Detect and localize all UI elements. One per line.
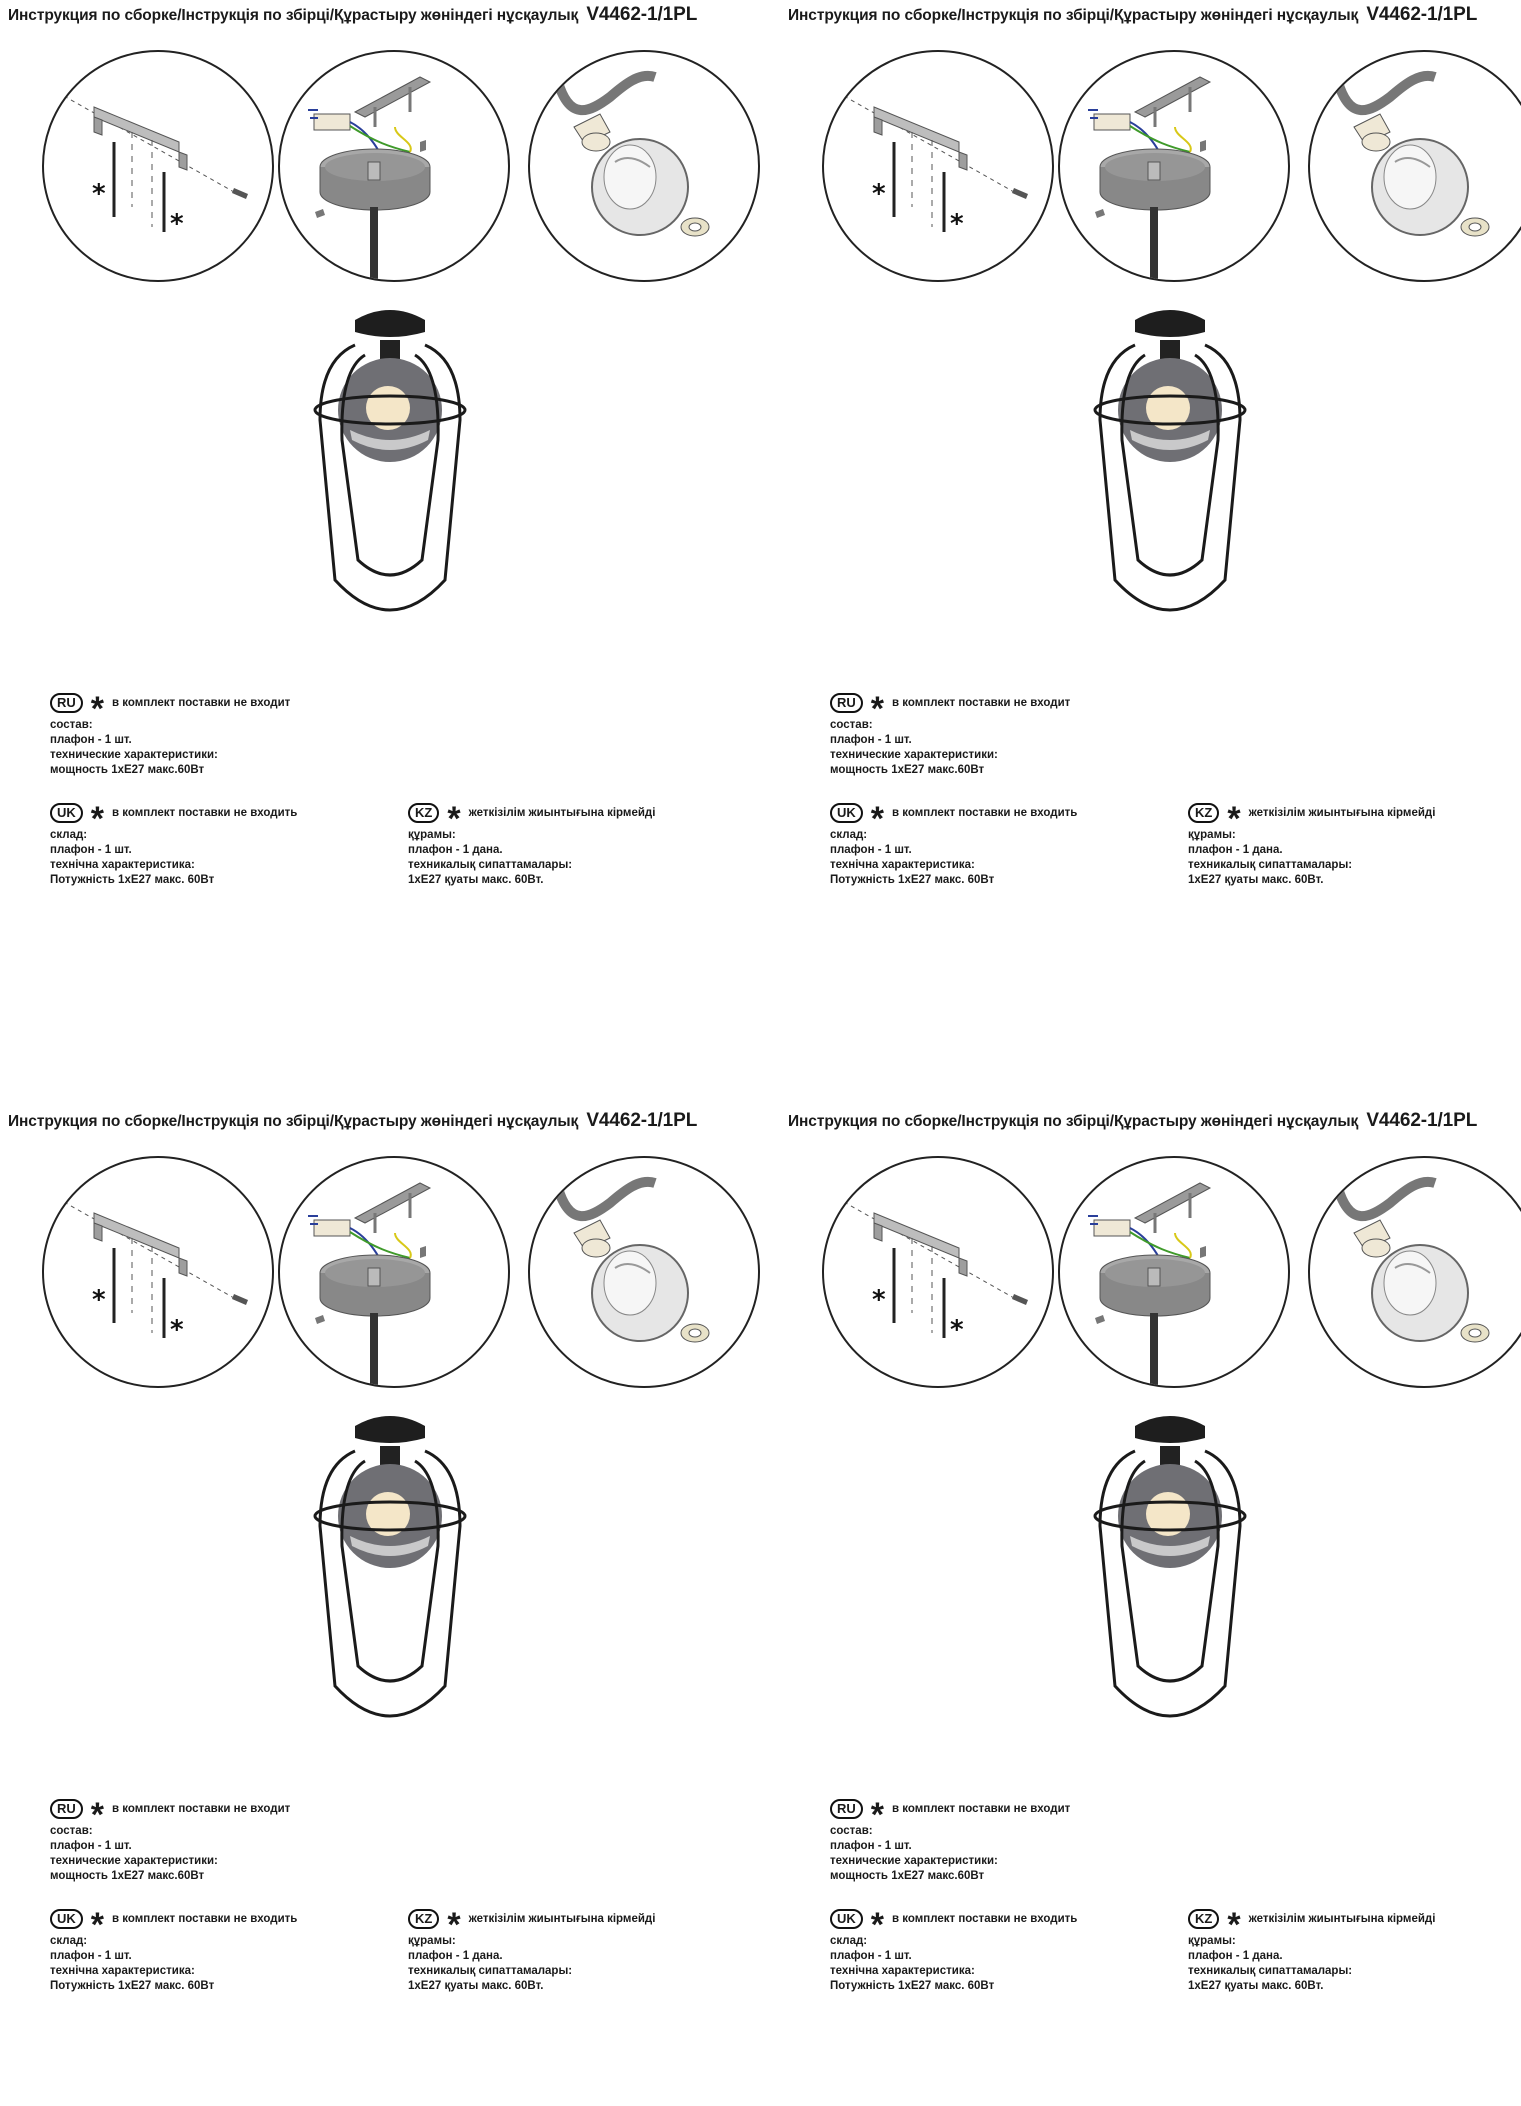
- mounting-bracket-icon: [824, 52, 1052, 280]
- ru-line: плафон - 1 шт.: [50, 734, 132, 746]
- title-text: Инструкция по сборке/Інструкція по збірці/Құрастыру жөніндегі нұсқаулық: [8, 1113, 579, 1130]
- uk-line: технічна характеристика:: [830, 859, 975, 871]
- uk-section: [830, 800, 1077, 888]
- asterisk-icon: *: [870, 1796, 885, 1834]
- step-3-shade-circle: [1308, 50, 1521, 282]
- kz-line: плафон - 1 дана.: [1188, 1950, 1283, 1962]
- model-number: V4462-1/1PL: [586, 4, 698, 25]
- kz-note: жеткізілім жиынтығына кірмейді: [468, 806, 656, 819]
- sheet-title: [788, 4, 1477, 26]
- wiring-canopy-icon: [280, 1158, 508, 1386]
- svg-text:*: *: [950, 209, 964, 239]
- ru-badge: RU: [830, 693, 863, 713]
- uk-line: плафон - 1 шт.: [50, 1950, 132, 1962]
- ru-badge: RU: [830, 1799, 863, 1819]
- title-text: Инструкция по сборке/Інструкція по збірці/Құрастыру жөніндегі нұсқаулық: [8, 7, 579, 24]
- kz-section: [408, 1906, 655, 1994]
- kz-line: құрамы:: [1188, 1935, 1236, 1947]
- ru-line: плафон - 1 шт.: [830, 1840, 912, 1852]
- kz-line: 1хЕ27 қуаты макс. 60Вт.: [1188, 874, 1324, 886]
- mounting-bracket-icon: [44, 52, 272, 280]
- asterisk-icon: *: [90, 800, 105, 838]
- svg-text:*: *: [872, 1285, 886, 1315]
- uk-section: [50, 800, 297, 888]
- product-illustration: [1080, 1406, 1260, 1736]
- uk-line: плафон - 1 шт.: [830, 1950, 912, 1962]
- ceiling-lamp-icon: [1080, 1406, 1260, 1736]
- step-2-wiring-circle: [1058, 50, 1290, 282]
- uk-badge: UK: [830, 803, 863, 823]
- ru-section: [830, 1796, 1070, 1884]
- model-number: V4462-1/1PL: [1366, 4, 1478, 25]
- asterisk-icon: *: [870, 690, 885, 728]
- ru-line: технические характеристики:: [50, 1855, 218, 1867]
- uk-note: в комплект поставки не входить: [892, 806, 1078, 819]
- kz-line: плафон - 1 дана.: [1188, 844, 1283, 856]
- instruction-sheet-bottom-left: [0, 1106, 760, 2106]
- product-illustration: [300, 1406, 480, 1736]
- ru-note: в комплект поставки не входит: [112, 1802, 291, 1815]
- ceiling-lamp-icon: [1080, 300, 1260, 630]
- ru-note: в комплект поставки не входит: [892, 696, 1071, 709]
- title-text: Инструкция по сборке/Інструкція по збірці/Құрастыру жөніндегі нұсқаулық: [788, 7, 1359, 24]
- uk-line: технічна характеристика:: [50, 1965, 195, 1977]
- kz-line: техникалық сипаттамалары:: [408, 859, 573, 871]
- step-1-bracket-circle: [822, 50, 1054, 282]
- title-text: Инструкция по сборке/Інструкція по збірці/Құрастыру жөніндегі нұсқаулық: [788, 1113, 1359, 1130]
- kz-line: плафон - 1 дана.: [408, 844, 503, 856]
- uk-line: плафон - 1 шт.: [50, 844, 132, 856]
- ceiling-lamp-icon: [300, 300, 480, 630]
- product-illustration: [1080, 300, 1260, 630]
- kz-line: құрамы:: [408, 1935, 456, 1947]
- uk-badge: UK: [830, 1909, 863, 1929]
- kz-line: құрамы:: [408, 829, 456, 841]
- model-number: V4462-1/1PL: [1366, 1110, 1478, 1131]
- kz-line: құрамы:: [1188, 829, 1236, 841]
- ru-note: в комплект поставки не входит: [892, 1802, 1071, 1815]
- sheet-title: [788, 1110, 1477, 1132]
- ru-badge: RU: [50, 1799, 83, 1819]
- uk-line: склад:: [50, 1935, 88, 1947]
- sheet-title: [8, 4, 697, 26]
- kz-line: техникалық сипаттамалары:: [1188, 859, 1353, 871]
- uk-line: Потужність 1хЕ27 макс. 60Вт: [830, 874, 995, 886]
- step-1-bracket-circle: [42, 1156, 274, 1388]
- ru-line: состав:: [830, 719, 873, 731]
- ru-line: технические характеристики:: [830, 1855, 998, 1867]
- uk-note: в комплект поставки не входить: [112, 1912, 298, 1925]
- kz-section: [1188, 1906, 1435, 1994]
- wiring-canopy-icon: [1060, 52, 1288, 280]
- glass-shade-icon: [1310, 1158, 1521, 1386]
- uk-line: Потужність 1хЕ27 макс. 60Вт: [50, 1980, 215, 1992]
- kz-badge: KZ: [408, 803, 439, 823]
- kz-note: жеткізілім жиынтығына кірмейді: [468, 1912, 656, 1925]
- svg-text:*: *: [170, 1315, 184, 1345]
- glass-shade-icon: [530, 1158, 758, 1386]
- kz-badge: KZ: [408, 1909, 439, 1929]
- kz-section: [408, 800, 655, 888]
- step-2-wiring-circle: [278, 1156, 510, 1388]
- ru-section: [50, 1796, 290, 1884]
- step-3-shade-circle: [528, 1156, 760, 1388]
- uk-badge: UK: [50, 803, 83, 823]
- wiring-canopy-icon: [1060, 1158, 1288, 1386]
- ru-note: в комплект поставки не входит: [112, 696, 291, 709]
- svg-text:*: *: [92, 179, 106, 209]
- uk-line: склад:: [50, 829, 88, 841]
- sheet-title: [8, 1110, 697, 1132]
- uk-section: [830, 1906, 1077, 1994]
- ru-line: состав:: [830, 1825, 873, 1837]
- ru-line: мощность 1хЕ27 макс.60Вт: [50, 1870, 205, 1882]
- asterisk-icon: *: [447, 1906, 461, 1944]
- ru-line: состав:: [50, 1825, 93, 1837]
- uk-section: [50, 1906, 297, 1994]
- wiring-canopy-icon: [280, 52, 508, 280]
- kz-line: техникалық сипаттамалары:: [1188, 1965, 1353, 1977]
- kz-note: жеткізілім жиынтығына кірмейді: [1248, 806, 1436, 819]
- asterisk-icon: *: [870, 1906, 885, 1944]
- glass-shade-icon: [530, 52, 758, 280]
- ru-line: технические характеристики:: [50, 749, 218, 761]
- svg-text:*: *: [92, 1285, 106, 1315]
- ru-line: мощность 1хЕ27 макс.60Вт: [830, 764, 985, 776]
- svg-text:*: *: [950, 1315, 964, 1345]
- kz-line: техникалық сипаттамалары:: [408, 1965, 573, 1977]
- kz-line: плафон - 1 дана.: [408, 1950, 503, 1962]
- kz-badge: KZ: [1188, 803, 1219, 823]
- asterisk-icon: *: [1227, 800, 1241, 838]
- kz-badge: KZ: [1188, 1909, 1219, 1929]
- asterisk-icon: *: [90, 1906, 105, 1944]
- uk-line: склад:: [830, 1935, 868, 1947]
- ru-section: [830, 690, 1070, 778]
- glass-shade-icon: [1310, 52, 1521, 280]
- model-number: V4462-1/1PL: [586, 1110, 698, 1131]
- step-3-shade-circle: [1308, 1156, 1521, 1388]
- ceiling-lamp-icon: [300, 1406, 480, 1736]
- step-1-bracket-circle: [42, 50, 274, 282]
- step-2-wiring-circle: [278, 50, 510, 282]
- uk-badge: UK: [50, 1909, 83, 1929]
- ru-badge: RU: [50, 693, 83, 713]
- kz-line: 1хЕ27 қуаты макс. 60Вт.: [408, 874, 544, 886]
- svg-text:*: *: [872, 179, 886, 209]
- instruction-sheet-top-right: [780, 0, 1521, 1000]
- uk-note: в комплект поставки не входить: [892, 1912, 1078, 1925]
- step-2-wiring-circle: [1058, 1156, 1290, 1388]
- step-3-shade-circle: [528, 50, 760, 282]
- svg-text:*: *: [170, 209, 184, 239]
- step-1-bracket-circle: [822, 1156, 1054, 1388]
- uk-line: склад:: [830, 829, 868, 841]
- asterisk-icon: *: [90, 690, 105, 728]
- ru-line: технические характеристики:: [830, 749, 998, 761]
- ru-line: состав:: [50, 719, 93, 731]
- instruction-sheet-bottom-right: [780, 1106, 1521, 2106]
- asterisk-icon: *: [447, 800, 461, 838]
- uk-line: технічна характеристика:: [830, 1965, 975, 1977]
- kz-line: 1хЕ27 қуаты макс. 60Вт.: [1188, 1980, 1324, 1992]
- instruction-sheet-top-left: [0, 0, 760, 1000]
- uk-line: технічна характеристика:: [50, 859, 195, 871]
- ru-line: мощность 1хЕ27 макс.60Вт: [50, 764, 205, 776]
- ru-line: плафон - 1 шт.: [50, 1840, 132, 1852]
- ru-line: мощность 1хЕ27 макс.60Вт: [830, 1870, 985, 1882]
- product-illustration: [300, 300, 480, 630]
- mounting-bracket-icon: [44, 1158, 272, 1386]
- asterisk-icon: *: [90, 1796, 105, 1834]
- uk-line: плафон - 1 шт.: [830, 844, 912, 856]
- asterisk-icon: *: [1227, 1906, 1241, 1944]
- kz-note: жеткізілім жиынтығына кірмейді: [1248, 1912, 1436, 1925]
- uk-line: Потужність 1хЕ27 макс. 60Вт: [50, 874, 215, 886]
- ru-line: плафон - 1 шт.: [830, 734, 912, 746]
- ru-section: [50, 690, 290, 778]
- uk-line: Потужність 1хЕ27 макс. 60Вт: [830, 1980, 995, 1992]
- mounting-bracket-icon: [824, 1158, 1052, 1386]
- kz-section: [1188, 800, 1435, 888]
- asterisk-icon: *: [870, 800, 885, 838]
- uk-note: в комплект поставки не входить: [112, 806, 298, 819]
- kz-line: 1хЕ27 қуаты макс. 60Вт.: [408, 1980, 544, 1992]
